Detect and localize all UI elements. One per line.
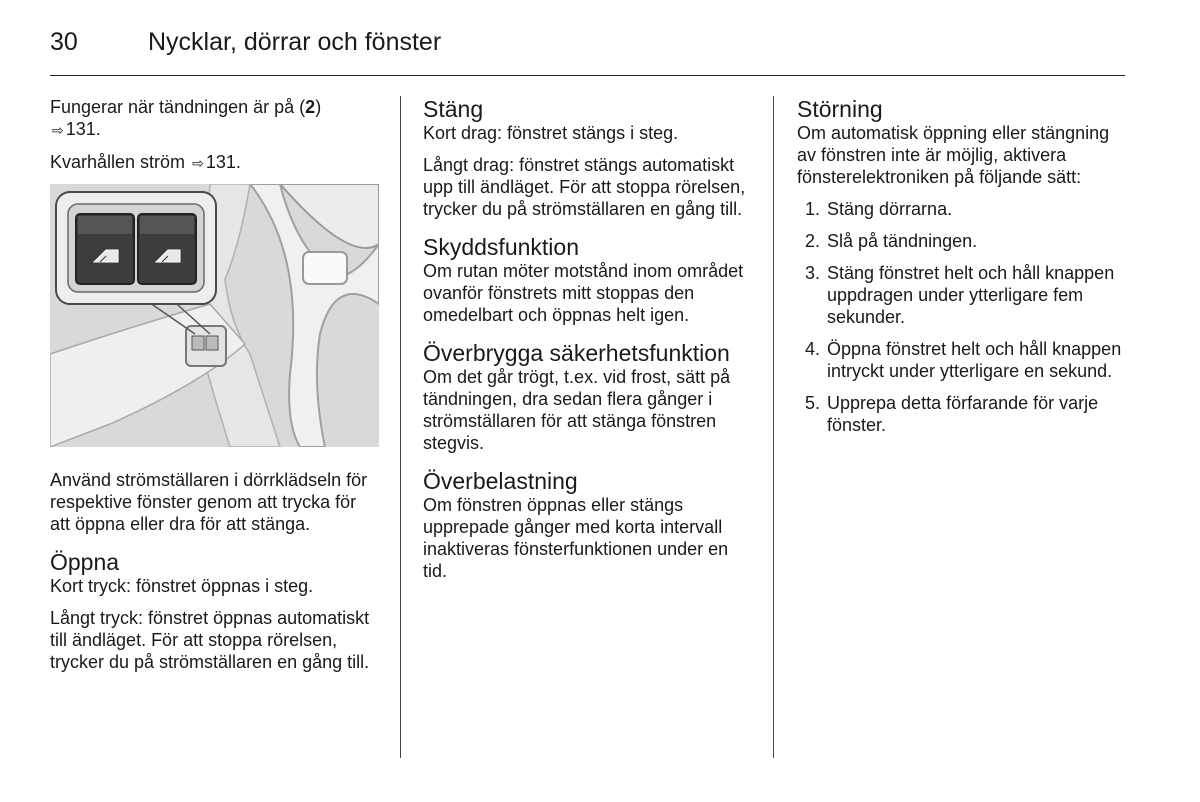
column-divider: [400, 96, 401, 758]
page-header: [50, 24, 1125, 74]
section: [797, 96, 1127, 436]
section: [423, 340, 753, 454]
list-item: 2. Slå på tändningen.: [825, 230, 1127, 252]
paragraph: Kort drag: fönstret stängs i steg.: [423, 123, 679, 143]
section-heading: Skyddsfunktion: [423, 234, 579, 260]
section-heading: Öppna: [50, 549, 120, 575]
paragraph: Långt drag: fönstret stängs automatiskt upp till ändläget. För att stoppa rörelsen, trycker du på strömställaren en gång till.: [423, 155, 746, 219]
figure-caption: Använd strömställaren i dörrklädseln för respektive fönster genom att trycka för att öppna eller dra för att stänga.: [50, 470, 368, 534]
page-number: 30: [50, 28, 78, 56]
paragraph: Om fönstren öppnas eller stängs upprepade gånger med korta intervall inaktiveras fönsterfunktionen under en tid.: [423, 495, 729, 581]
section-heading: Störning: [797, 96, 883, 122]
paragraph: Kort tryck: fönstret öppnas i steg.: [50, 576, 314, 596]
list-item: 1. Stäng dörrarna.: [825, 198, 1127, 220]
intro-paragraph: [50, 151, 380, 174]
window-switch-illustration-svg: [50, 184, 379, 447]
paragraph: Långt tryck: fönstret öppnas automatiskt till ändläget. För att stoppa rörelsen, trycker du på strömställaren en gång till.: [50, 608, 370, 672]
steps-list: [797, 198, 1127, 436]
column-1: [50, 96, 380, 683]
section: [423, 234, 753, 326]
text: Fungerar när tändningen är på (: [50, 97, 306, 117]
section: [423, 96, 753, 220]
list-item: 4. Öppna fönstret helt och håll knappen intryckt under ytterligare en sekund.: [825, 338, 1127, 382]
reference-arrow-icon: ⇨: [52, 122, 64, 138]
chapter-title: Nycklar, dörrar och fönster: [148, 28, 442, 56]
reference-arrow-icon: ⇨: [192, 155, 204, 171]
text: Kvarhållen ström: [50, 152, 186, 172]
section: [423, 468, 753, 582]
column-2: [423, 96, 753, 592]
page-reference: 131.: [205, 152, 241, 172]
page-reference: 131.: [65, 119, 101, 139]
intro-paragraph: [50, 96, 380, 141]
text: ): [315, 97, 322, 117]
list-item: 3. Stäng fönstret helt och håll knappen uppdragen under ytterligare fem sekunder.: [825, 262, 1127, 328]
paragraph: Om rutan möter motstånd inom området ovanför fönstrets mitt stoppas den omedelbart och öppnas helt igen.: [423, 261, 744, 325]
header-divider: [50, 75, 1125, 76]
paragraph: Om automatisk öppning eller stängning av fönstren inte är möjlig, aktivera fönsterelektroniken på följande sätt:: [797, 123, 1110, 187]
column-3: [797, 96, 1127, 446]
section-heading: Överbrygga säkerhetsfunktion: [423, 340, 730, 366]
section-heading: Stäng: [423, 96, 484, 122]
list-item: 5. Upprepa detta förfarande för varje fönster.: [825, 392, 1127, 436]
text-bold: 2: [305, 97, 316, 117]
section: [50, 549, 380, 673]
section-heading: Överbelastning: [423, 468, 578, 494]
window-switch-illustration: [50, 184, 379, 447]
paragraph: Om det går trögt, t.ex. vid frost, sätt på tändningen, dra sedan flera gånger i strömställaren för att stänga fönstren stegvis.: [423, 367, 731, 453]
column-divider: [773, 96, 774, 758]
